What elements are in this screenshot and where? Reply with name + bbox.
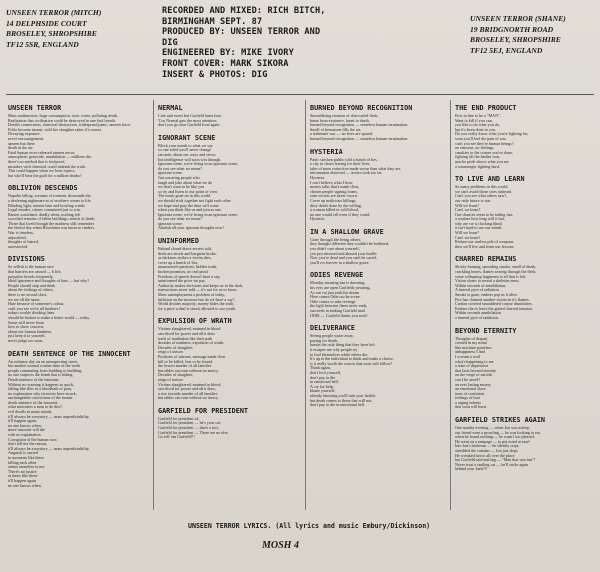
lyrics-column-1 [8, 104, 148, 494]
song [8, 255, 148, 343]
song-lyrics: Seeing people waste away, paying for death, bravin the only thing that they have left. it escapes me why people try to fool themselves while others die. It's up to the individual to think and make a choice, is it really worth the sorrow that soon will follow? Think again, don't fool yourself, don't pay to die in emotional hell. A cry for help, blame yourself, already knowing you'll ruin your health. but death comes to those that will not, don't pay to die in emotional hell. [310, 333, 394, 408]
song-title: GARFIELD FOR PRESIDENT [158, 406, 249, 415]
song-title: DELIVERANCE [310, 324, 356, 333]
song [158, 104, 300, 128]
song-title: DEATH SENTENCE OF THE INNOCENT [8, 349, 131, 358]
song-lyrics: So selfish is the human race that barriers are caused — b life, prejudice breeds frequently, blind ignorance and thoughts of hate — but why? People should stop and think about the feelings of others, there is no second class we are all the same. Hate because of someone's colour, can't you see we're all brothers? todays worlds dividing lines should be broken to make a better world — today. Some will never learn how to show concern, about our human kindness, just keep it to yourself, never judge too soon. [8, 264, 91, 343]
credits-line: ENGINEERED BY: MIKE IVORY [162, 48, 294, 59]
credits-line: DIG [162, 37, 178, 48]
credits-line: RECORDED AND MIXED: RICH BITCH, [162, 6, 326, 16]
left-address-line: 14 DELPHSIDE COURT [6, 18, 87, 28]
right-address-line: UNSEEN TERROR (SHANE) [470, 14, 566, 23]
song-lyrics: Gone through life being others, they thought different they couldn't be bothered, you didn't care about yourself, you just misused and abused your health. Now you're dead and you can't be saved, you'll rot forever in a shallow grave. [310, 236, 389, 265]
song-title: IGNORANT SCENE [158, 133, 216, 142]
song-title: TO LIVE AND LEARN [455, 175, 525, 184]
song [310, 148, 446, 222]
song-title: NERMAL [158, 104, 183, 112]
song-lyrics: One sunday evening — when Jon was asleep, our friend went a prowling — he was looking to eat, when he found nothing — he wasn't too pleased, He went on a rampage — to put mind at ease! Into Jon's bedroom — he silently crept, shredded the curtains — Jon just slept, He wreaked havoc all over the place but Garfield said smiling — "Man that was fun"! Never trust a smiling cat — he'll strike again behind your back!!! [455, 425, 541, 472]
song [455, 327, 595, 411]
song [310, 104, 446, 142]
song-lyrics: Behind closed doors secrets told, deals are struck and bargains broke, as darkness strikes a victim dies, cover up a bunch of lies, unanswered questions, hidden truth, broken promises, no real proof Freedom of speech doesn't have a say, uninformed the price we pay. Authority makes decisions and keeps us in the dark, transactions never told — it's not for us to know. Mass unemployment a problem of today, inflation on the increase but do we have a say?, World divides majority, money hides the truth, for a price a deal is struck allowed to our youth. [158, 246, 244, 311]
song [8, 104, 148, 178]
right-address-line: TF12 5EJ, ENGLAND [470, 45, 543, 55]
song-lyrics: Garfield for president x4. Garfield for president — he's your cat, Garfield for president — that's a fact, Garfield for president — There are no else, Go tell 'em Garfield!!! [158, 415, 229, 440]
song [158, 317, 300, 401]
song [310, 324, 446, 408]
song-lyrics: Mass malfunction, huge consumption, toxic waste, polluting death. Realisation that civilisation could be destroyed in one foul breath. Death's connections, chemical destruction, widespread panic, unseen force. Folks become insane, wild fire slaughter takes it's course. Decaying exposure, never encouragement, unseen but there death in the air. Fatal human error released unseen terror, atmospheric genocide, annihilation — millions die. there's no method that is foolproof, mistakes with chemical could unleash the truth. This could happen when we least expect, but who'll bear the guilt for a million deaths? [8, 113, 132, 178]
song-title: IN A SHALLOW GRAVE [310, 227, 384, 236]
song-lyrics: Napalm falling, screams of torment, thousands die, a deafening nightmare as of nowhere comes to life. Blinding light, intense heat and howling winds. Legal murder, crimes committed just to win. Barren wasteland, deadly silent, nothing left scorched remains of fallen buildings, stench of death. Those that lived through the madness still remember the fateful day when Hiroshima was burnt to cinders. War is timeless, unjustified, thoughts of hatred, unrestricted. [8, 193, 96, 249]
song [158, 134, 300, 231]
right-address-line: 19 BRIDGNORTH ROAD [470, 24, 554, 34]
song-lyrics: Cute and sweet but Garfield hates him 'Cos Nermal gets the most attention. don't you go near Garfield food again. [158, 113, 221, 128]
credits-line: BIRMINGHAM SEPT. 87 [162, 16, 263, 27]
right-address [470, 14, 566, 56]
credits-line: INSERT & PHOTOS: DIG [162, 69, 268, 80]
song-title: CHARRED REMAINS [455, 255, 517, 264]
song [455, 175, 595, 249]
column-divider [305, 100, 306, 510]
left-address-line: BROSELEY, SHROPSHIRE [6, 29, 97, 38]
column-divider [450, 100, 451, 510]
lyrics-column-2 [158, 104, 300, 446]
song-title: UNINFORMED [158, 237, 199, 246]
song-lyrics: Victims slaughtered, maimed in blood sacrificed for power and all it does trails of mutilation like their path decades of madness, expulsion of wrath. Decades of slaughter, reign of torture. Positions of interest, message made clear kill or be killed, fear or be feared. the lowest murder of all families but tables can turn without no mercy. Decades of slaughter, reign of torture. Victims slaughtered, maimed in blood, sacrificed for power and all it does, a rise towards murder of all families but tables can turn without no mercy. [158, 326, 226, 401]
song-lyrics: Slowly burning, spreading smoke, smell of death, crackling bones, flames searing through the flesh. some collapsing fragments is all that is left. Vision closes to reveal a skeleton mess. Within seconds of annihilation, A funeral pyre of radiation. Smoke is gone, embers pop as if alive. Fire has claimed another victim in it's flames. Carbon covered smouldered corpse diminishes. Embers die to leave the gutted charred remains. Within seconds annihilation a funeral pyre of radiation. [455, 264, 537, 320]
header-divider [6, 94, 594, 95]
song [310, 228, 446, 266]
song [455, 255, 595, 320]
lyrics-column-3 [310, 104, 446, 414]
song-title: OBLIVION DESCENDS [8, 184, 78, 193]
column-divider [153, 100, 154, 510]
song-lyrics: Panic stricken public told a bunch of lies, a city in chaos fearing for their lives, tales of mass extinction made worse than what they are, information distorted — stories took too far. Hysteria. I can't believe what I hear, money talks that's made clear, chosen people signing forms, state secrets are never sworn. Cover up malicious killings, dirty deeds done by the willing, a woman killed in cold blood, no one would tell even if they could. Hysteria. [310, 156, 402, 222]
song-lyrics: So many problems in this world, we can't avoid those cries unheard. Can't you see what others saw?, our only future is war. Will we learn? Can't we learn? Our chances seem to be fading fast, a warfare how long will it last, why are we so fucking blind, it isn't hard to use our minds. Will we learn? Can't we learn? Reduce our useless pile of weapons then we'll live and learn our lessons. [455, 184, 515, 249]
left-address-line: TF12 5SR, ENGLAND [6, 39, 79, 49]
song [158, 237, 300, 311]
song-title: HYSTERIA [310, 147, 343, 156]
song [8, 350, 148, 489]
song-title: BEYOND ETERNITY [455, 326, 517, 335]
song-title: THE END PRODUCT [455, 104, 517, 112]
lyrics-column-4 [455, 104, 595, 478]
song [455, 416, 595, 472]
right-address-line: BROSELEY, SHROPSHIRE [470, 35, 561, 44]
catalog-number: MOSH 4 [262, 540, 299, 551]
song [310, 271, 446, 318]
song-lyrics: First in line to be a "MAN", Want to kill if you can, you like to do what you do, but it's been done to you. Do you really know what you're fighting for, soon you'll feel the pain of war, can't you see they're human beings?, no remorse, no feelings. casulties to the crimes you've done, fighting till the battles won, macho pride shows what you are a warmonger fighting hard. [455, 113, 529, 169]
credits-line: FRONT COVER: MARK SIKORA [162, 58, 289, 69]
song-lyrics: An ordinary day on an unsuspecting street, but another normal routine time of the week people commuting from building to building, no one suspects the bomb that is hiding. Death sentence of the innocent. Without no warning it happens so quick, falling like flies in a bloodbath of pain, no explanation why terrorists have struck, unchangeable convictions of the insane. death sentence of the innocent. what motivates a man to do this?, evil dwells in many minds, it'll always be a mystery — mass unpredictability. it'll happen again, no one knows when, more innocent will die with no explanation. Corruption of the human race, don't tell me the reason, it'll always be a mystery — mass unpredictability. Anguish is caused in moments like these killing each other seems senseless to me. There's no justice at times like these it'll happen again no one knows when. [8, 358, 90, 488]
left-address-line: UNSEEN TERROR (MITCH) [6, 8, 102, 17]
song-lyrics: Smouldering remains of charcoaled flesh, burnt from existence, burnt to death. burned beyond recognition — senseless human termination. Smell of brimstone fills the air, a stalemate war — no lives are spared. burned beyond recognition — senseless human termination. [310, 113, 409, 141]
song-title: EXPULSION OF WRATH [158, 317, 232, 326]
song-title: DIVISIONS [8, 255, 45, 264]
song-title: BURNED BEYOND RECOGNITION [310, 104, 413, 112]
song [455, 104, 595, 169]
song-lyrics: Monday morning sun is dawning, his eyes are open Garfields yawning, As our cat just ends his dream Here comes Odie on the scene. Odie comes to take revenge the fight between them never ends, succeeds in making Garfield mad ODIE — Garfield thinks you suck! [310, 280, 371, 318]
song-lyrics: Block your minds to what we say so one sided you'll never change sarcastic about our ways and views but intelligence will soon win through. Ignorant scene, we're living in an ignorant scene, do you see what we mean? ignorant scene. Just uncaring people who laugh and joke about what we do we don't want to be like you so try and listen to our point of view. The much gone on in this world we should stick together not fight each other we hope and pray the time will come when you think like us and join as one. Ignorant scene, we're living in an ignorant scene, do you see what we mean? ignorant scene. Abolish all your ignorant thoughts now! [158, 142, 239, 231]
song-title: UNSEEN TERROR [8, 104, 62, 112]
song [8, 184, 148, 249]
left-address [6, 8, 101, 50]
song-title: ODIES REVENGE [310, 271, 364, 280]
credits-line: PRODUCED BY: UNSEEN TERROR AND [162, 27, 321, 38]
credits-block [162, 6, 326, 80]
song-lyrics: Thoughts of despair created in my mind like machine pointless unhappiness I find I scream a wail what's happening to me a state of depression that lasts beyond eternity on the verge of suicide can I be saved? an ever lasting misery an emotional slave tears of confusion feelings of hurt a raging inferno that soon will burst [455, 335, 497, 410]
song-title: GARFIELD STRIKES AGAIN [455, 416, 546, 425]
song [158, 407, 300, 440]
lyrics-credit-note: UNSEEN TERROR LYRICS. (All lyrics and music Embury/Dickinson) [188, 522, 431, 530]
